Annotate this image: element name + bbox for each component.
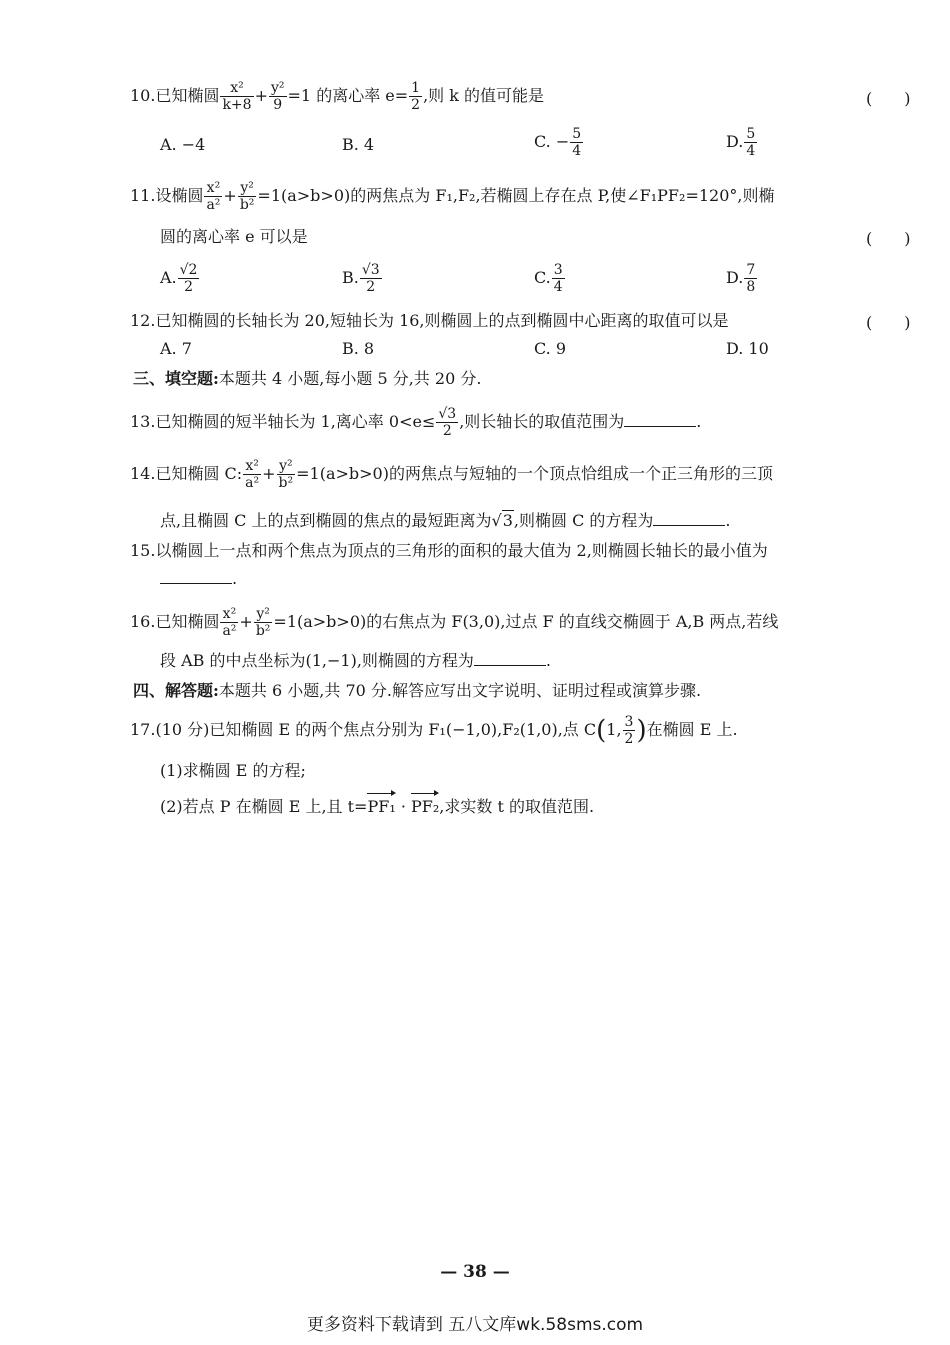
option-d: D. $\frac{7}{8}$: [726, 262, 756, 295]
answer-blank[interactable]: [653, 511, 725, 526]
question-10: 10.已知椭圆 $\frac{\text{x²}}{k+8}$ + $\frac{\text{y²}}{9}$ =1 的离心率 e= $\frac{1}{2}$ ,则 k 的值可能是: [130, 80, 545, 113]
question-11: 11.设椭圆 $\frac{\text{x²}}{\text{a²}}$ + $\frac{\text{y²}}{\text{b²}}$ =1(a>b>0)的两焦点为 F₁,F₂,若椭圆上存在点 P,使∠F₁PF₂=120°,则椭: [130, 180, 775, 213]
option-c: C. $\frac{3}{4}$: [534, 262, 563, 295]
option-c: C. − $\frac{5}{4}$: [534, 126, 582, 159]
question-14: 14.已知椭圆 C: $\frac{\text{x²}}{\text{a²}}$ + $\frac{\text{y²}}{\text{b²}}$ =1(a>b>0)的两焦点与短轴的一个顶点恰组成一个正三角形的三顶: [130, 458, 773, 491]
vector-pf1: PF₁: [367, 797, 396, 816]
answer-blank[interactable]: [624, 412, 696, 427]
option-c: C. 9: [534, 339, 567, 358]
answer-paren: ( ): [866, 89, 911, 108]
sqrt: √3: [491, 511, 513, 530]
option-d: D. $\frac{5}{4}$: [726, 126, 756, 159]
fraction: $\frac{1}{2}$: [411, 80, 421, 113]
answer-blank[interactable]: [474, 651, 546, 666]
answer-paren: ( ): [866, 229, 911, 248]
section-4-heading: 四、解答题:本题共 6 小题,共 70 分.解答应写出文字说明、证明过程或演算步骤.: [133, 681, 702, 700]
option-d: D. 10: [726, 339, 769, 358]
answer-paren: ( ): [866, 313, 911, 332]
vector-pf2: PF₂: [411, 797, 440, 816]
fraction: $\frac{\text{y²}}{9}$: [270, 80, 285, 113]
q10-stem: 10.已知椭圆: [130, 86, 220, 105]
question-16: 16.已知椭圆 $\frac{\text{x²}}{\text{a²}}$ + $\frac{\text{y²}}{\text{b²}}$ =1(a>b>0)的右焦点为 F(3,0),过点 F 的直线交椭圆于 A,B 两点,若线: [130, 606, 779, 639]
option-a: A. −4: [160, 135, 206, 154]
option-b: B. 8: [342, 339, 375, 358]
q17-part2: (2)若点 P 在椭圆 E 上,且 t=PF₁ · PF₂,求实数 t 的取值范围.: [160, 797, 595, 816]
fraction: $\frac{\text{x²}}{k+8}$: [222, 80, 252, 113]
page-number: — 38 —: [440, 1262, 510, 1282]
option-a: A. 7: [160, 339, 192, 358]
question-13: 13.已知椭圆的短半轴长为 1,离心率 0<e≤ $\frac{√3}{2}$ ,则长轴长的取值范围为 .: [130, 406, 702, 439]
q14-line2: 点,且椭圆 C 上的点到椭圆的焦点的最短距离为√3,则椭圆 C 的方程为 .: [160, 511, 731, 530]
question-17: 17.(10 分)已知椭圆 E 的两个焦点分别为 F₁(−1,0),F₂(1,0),点 C(1, $\frac{3}{2}$ )在椭圆 E 上.: [130, 714, 738, 747]
q11-line2: 圆的离心率 e 可以是: [160, 227, 308, 246]
q15-line2: .: [160, 568, 237, 590]
section-3-heading: 三、填空题:本题共 4 小题,每小题 5 分,共 20 分.: [133, 369, 482, 388]
q16-line2: 段 AB 的中点坐标为(1,−1),则椭圆的方程为 .: [160, 651, 552, 670]
option-a: A. $\frac{√2}{2}$: [160, 262, 198, 295]
question-12: 12.已知椭圆的长轴长为 20,短轴长为 16,则椭圆上的点到椭圆中心距离的取值可以是: [130, 311, 729, 330]
question-15: 15.以椭圆上一点和两个焦点为顶点的三角形的面积的最大值为 2,则椭圆长轴长的最小值为: [130, 541, 768, 560]
answer-blank[interactable]: [160, 569, 232, 584]
option-b: B. 4: [342, 135, 375, 154]
option-b: B. $\frac{√3}{2}$: [342, 262, 380, 295]
footer-watermark: 更多资料下载请到 五八文库wk.58sms.com: [306, 1315, 644, 1335]
q17-part1: (1)求椭圆 E 的方程;: [160, 761, 306, 780]
